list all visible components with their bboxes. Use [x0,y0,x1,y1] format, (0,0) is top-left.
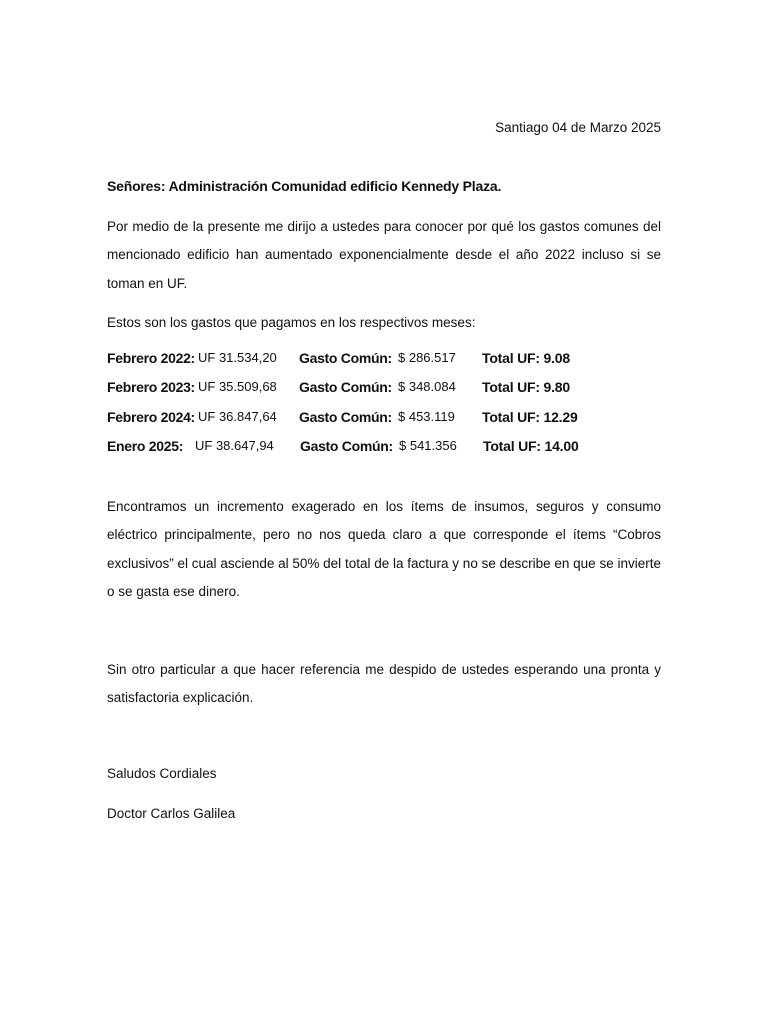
expense-row [107,375,667,404]
salutation: Saludos Cordiales [107,766,217,781]
gasto-comun-label: Gasto Común: [299,350,392,366]
gasto-comun-label: Gasto Común: [299,379,392,396]
gasto-comun-amount: $ 286.517 [398,350,456,365]
expense-uf-value: UF 38.647,94 [195,437,274,453]
gasto-comun-amount: $ 348.084 [398,379,456,395]
expense-table [107,346,667,463]
expense-total-uf: Total UF: 9.08 [482,350,570,366]
intro-paragraph: Por medio de la presente me dirijo a ustedes para conocer por qué los gastos comunes del mencionado edificio han aumentado exponencialmente desde el año 2022 incluso si se toman en UF. [107,219,661,291]
expense-row [107,434,667,463]
expense-period: Febrero 2023: [107,379,195,396]
gasto-comun-amount: $ 453.119 [398,408,455,424]
expense-period: Febrero 2024: [107,408,195,425]
table-intro-paragraph: Estos son los gastos que pagamos en los respectivos meses: [107,315,476,330]
signature: Doctor Carlos Galilea [107,806,236,821]
expense-total-uf: Total UF: 9.80 [482,379,570,396]
expense-total-uf: Total UF: 12.29 [482,408,578,425]
gasto-comun-label: Gasto Común: [300,437,393,454]
letter-recipient: Señores: Administración Comunidad edificio Kennedy Plaza. [107,178,502,194]
expense-period: Enero 2025: [107,437,184,454]
closing-paragraph: Sin otro particular a que hacer referencia me despido de ustedes esperando una pronta y satisfactoria explicación. [107,662,661,706]
expense-total-uf: Total UF: 14.00 [483,437,579,454]
expense-uf-value: UF 36.847,64 [198,408,277,424]
expense-row [107,346,667,375]
expense-uf-value: UF 35.509,68 [198,379,277,395]
expense-row [107,405,667,434]
gasto-comun-label: Gasto Común: [299,408,392,425]
letter-date: Santiago 04 de Marzo 2025 [495,120,661,135]
expense-period: Febrero 2022: [107,350,195,366]
body-paragraph: Encontramos un incremento exagerado en los ítems de insumos, seguros y consumo eléctrico principalmente, pero no nos queda claro a que corresponde el ítems “Cobros exclusivos” el cual asciende al 50% del total de la factura y no se describe en que se invierte o se gasta ese dinero. [107,499,661,599]
gasto-comun-amount: $ 541.356 [399,437,457,453]
expense-uf-value: UF 31.534,20 [198,350,277,365]
